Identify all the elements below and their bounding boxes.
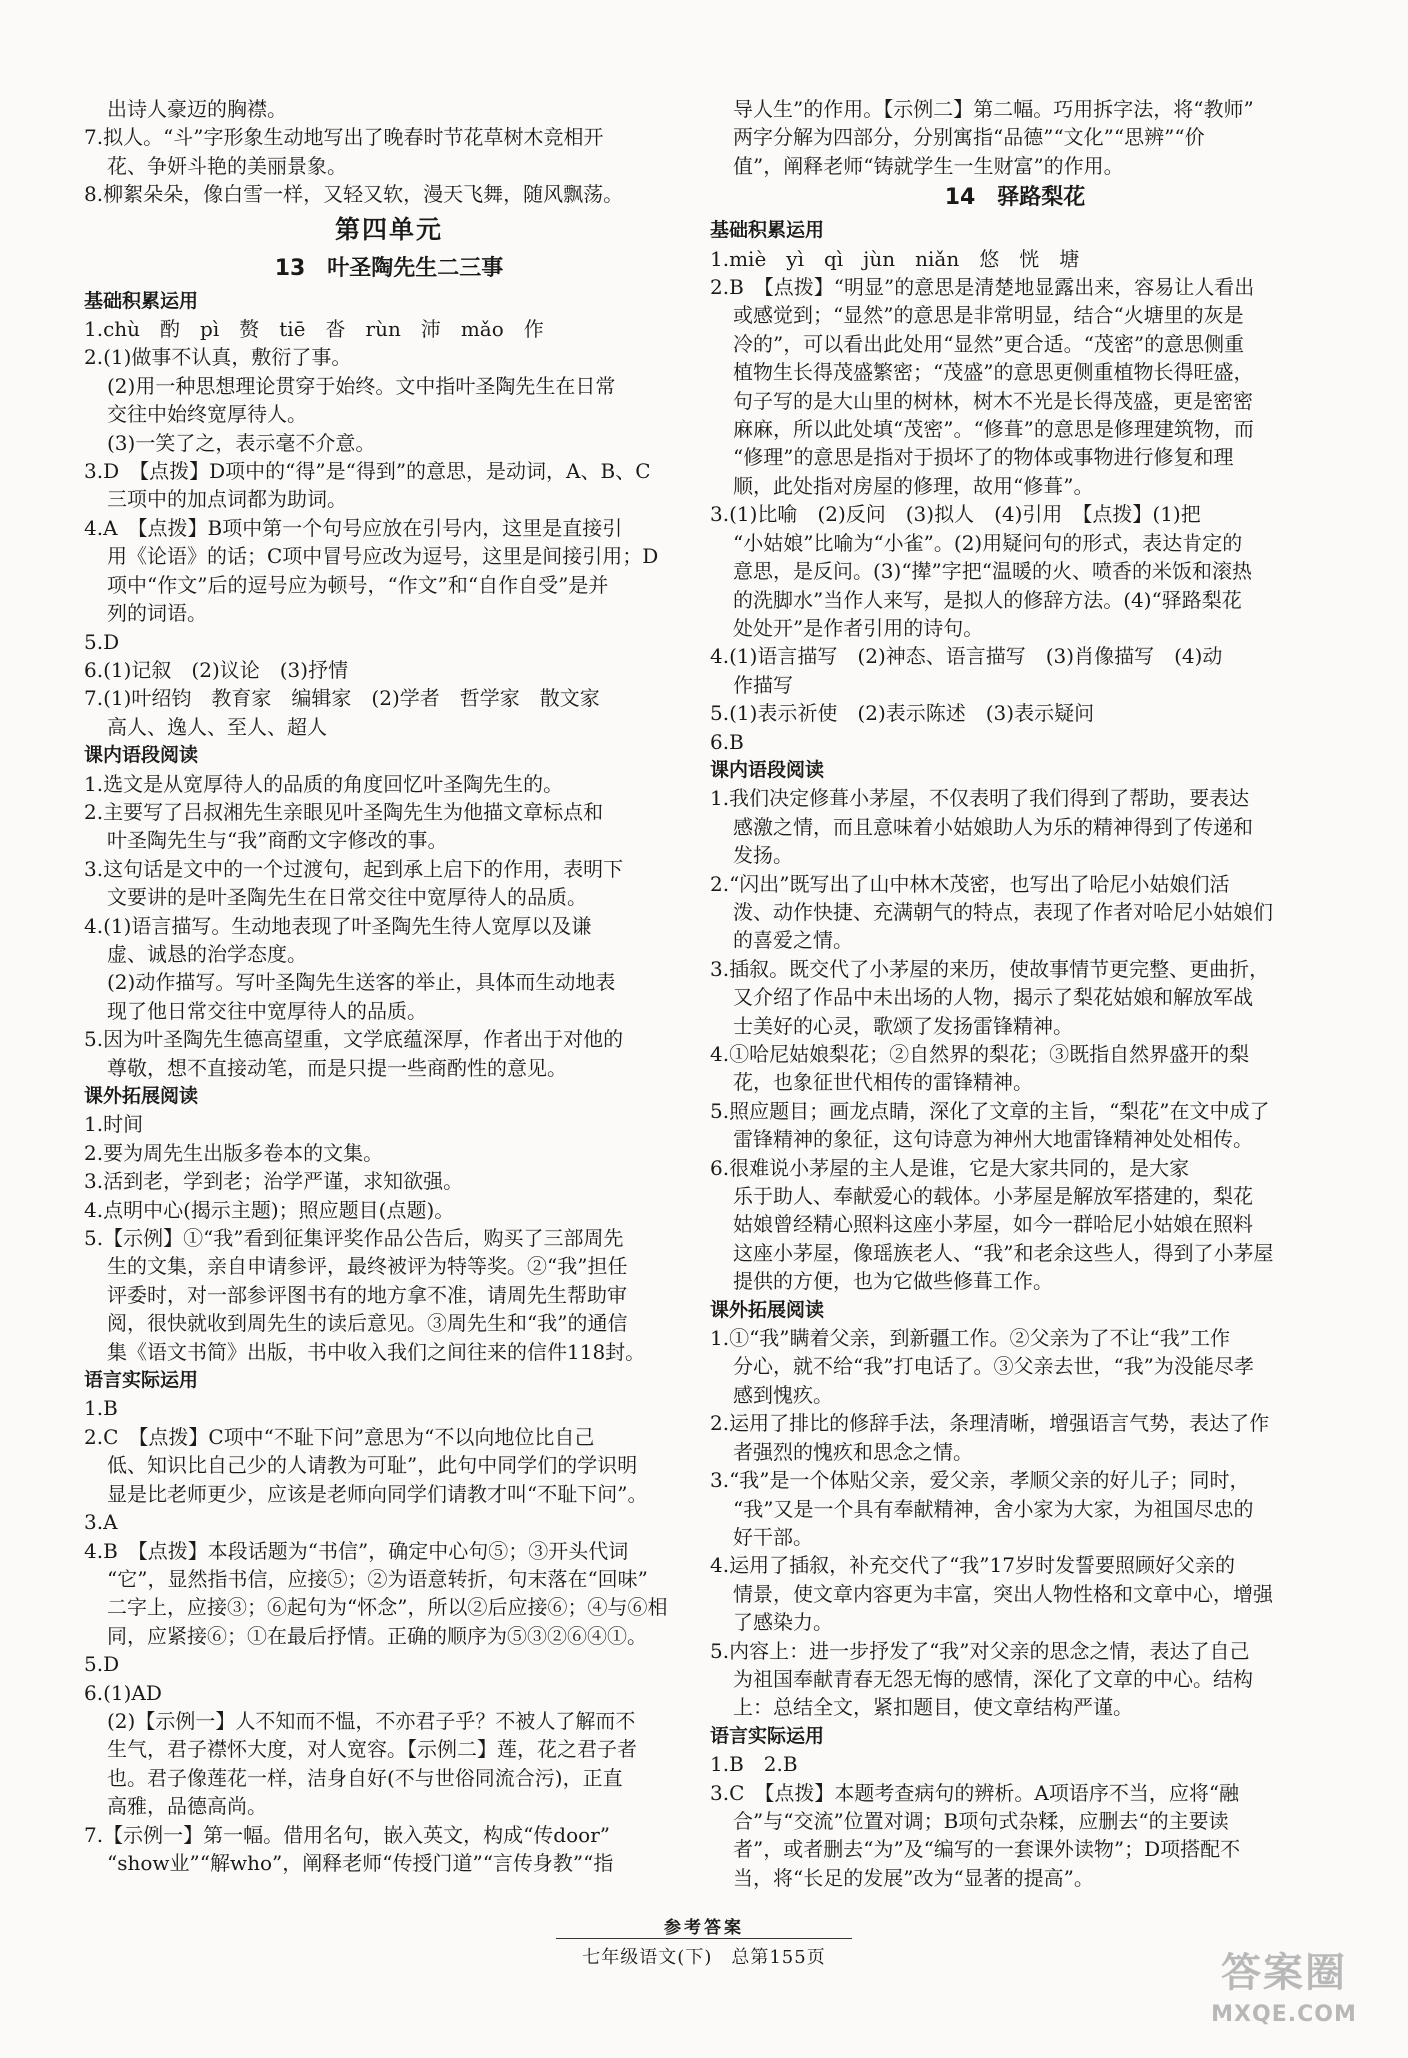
answer-line: 1.B	[84, 1396, 118, 1421]
answer-line: 出诗人豪迈的胸襟。	[107, 97, 287, 121]
answer-line: 3.插叙。既交代了小茅屋的来历，使故事情节更完整、更曲折，	[710, 956, 1270, 981]
answer-column-left	[84, 95, 694, 1877]
answer-line: 1.我们决定修葺小茅屋，不仅表明了我们得到了帮助，要表达	[710, 786, 1250, 811]
answer-line: 5.(1)表示祈使 (2)表示陈述 (3)表示疑问	[710, 701, 1095, 726]
answer-line: 7.拟人。“斗”字形象生动地写出了晚春时节花草树木竞相开	[84, 125, 604, 150]
answer-line: 植物生长得茂盛繁密；“茂盛”的意思更侧重植物长得旺盛，	[733, 360, 1254, 385]
section-heading: 语言实际运用	[710, 1724, 825, 1747]
answer-line: 同，应紧接⑥；①在最后抒情。正确的顺序为⑤③②⑥④①。	[107, 1623, 647, 1648]
answer-line: 3.(1)比喻 (2)反问 (3)拟人 (4)引用 【点拨】(1)把	[710, 502, 1201, 527]
answer-line: 4.点明中心(揭示主题)；照应题目(点题)。	[84, 1197, 455, 1222]
answer-line: 三项中的加点词都为助词。	[107, 487, 347, 512]
answer-line: 句子写的是大山里的树林，树木不光是长得茂盛，更是密密	[733, 388, 1253, 413]
answer-line: 1.选文是从宽厚待人的品质的角度回忆叶圣陶先生的。	[84, 771, 564, 796]
answer-line: (3)一笑了之，表示毫不介意。	[107, 430, 376, 455]
answer-line: 4.(1)语言描写。生动地表现了叶圣陶先生待人宽厚以及谦	[84, 913, 592, 938]
answer-line: 5.【示例】①“我”看到征集评奖作品公告后，购买了三部周先	[84, 1226, 624, 1251]
answer-line: 5.照应题目；画龙点睛，深化了文章的主旨，“梨花”在文中成了	[710, 1098, 1270, 1123]
answer-line: 生气，君子襟怀大度，对人宽容。【示例二】莲，花之君子者	[107, 1737, 637, 1762]
answer-line: “我”又是一个具有奉献精神，舍小家为大家，为祖国尽忠的	[733, 1496, 1254, 1521]
answer-line: 上：总结全文，紧扣题目，使文章结构严谨。	[733, 1695, 1133, 1720]
answer-line: 生的文集，亲自申请参评，最终被评为特等奖。②“我”担任	[107, 1254, 628, 1279]
answer-line: 为祖国奉献青春无怨无悔的感情，深化了文章的中心。结构	[733, 1666, 1253, 1691]
answer-line: 姑娘曾经精心照料这座小茅屋，如今一群哈尼小姑娘在照料	[733, 1212, 1253, 1237]
answer-line: 6.B	[710, 729, 744, 754]
answer-line: 6.(1)记叙 (2)议论 (3)抒情	[84, 657, 349, 682]
answer-line: 列的词语。	[107, 601, 207, 626]
answer-line: 麻麻，所以此处填“茂密”。“修葺”的意思是修理建筑物，而	[733, 417, 1254, 442]
watermark-url: MXQE.COM	[1211, 2002, 1357, 2027]
answer-line: 低、知识比自己少的人请教为可耻”，此句中同学们的学识明	[107, 1453, 638, 1478]
answer-line: 感激之情，而且意味着小姑娘助人为乐的精神得到了传递和	[733, 814, 1253, 839]
answer-line: 士美好的心灵，歌颂了发扬雷锋精神。	[733, 1013, 1073, 1038]
answer-line: 2.C 【点拨】C项中“不耻下问”意思为“不以向地位比自己	[84, 1424, 595, 1449]
answer-line: 5.D	[84, 1652, 120, 1677]
answer-line: 4.运用了插叙，补充交代了“我”17岁时发誓要照顾好父亲的	[710, 1553, 1235, 1578]
answer-line: 好干部。	[733, 1524, 813, 1549]
answer-line: 1.B 2.B	[710, 1752, 798, 1777]
answer-line: 现了他日常交往中宽厚待人的品质。	[107, 998, 427, 1023]
answer-line: 2.运用了排比的修辞手法，条理清晰，增强语言气势，表达了作	[710, 1411, 1270, 1436]
answer-line: 4.(1)语言描写 (2)神态、语言描写 (3)肖像描写 (4)动	[710, 644, 1223, 669]
answer-line: (2)【示例一】人不知而不愠，不亦君子乎？不被人了解而不	[107, 1708, 636, 1733]
answer-line: 5.D	[84, 629, 120, 654]
answer-line: 4.A 【点拨】B项中第一个句号应放在引号内，这里是直接引	[84, 515, 623, 540]
answer-line: 了感染力。	[733, 1610, 833, 1635]
section-heading: 课外拓展阅读	[710, 1298, 825, 1321]
answer-line: 又介绍了作品中未出场的人物，揭示了梨花姑娘和解放军战	[733, 985, 1253, 1010]
answer-line: 感到愧疚。	[733, 1382, 833, 1407]
answer-line: 2.要为周先生出版多卷本的文集。	[84, 1140, 384, 1165]
answer-line: 的喜爱之情。	[733, 928, 853, 953]
answer-line: 意思，是反问。(3)“撵”字把“温暖的火、喷香的米饭和滚热	[733, 559, 1253, 584]
answer-line: 情景，使文章内容更为丰富，突出人物性格和文章中心，增强	[733, 1581, 1273, 1606]
answer-line: 或感觉到；“显然”的意思是非常明显，结合“火塘里的灰是	[733, 303, 1244, 328]
answer-line: 高人、逸人、至人、超人	[107, 714, 327, 739]
answer-line: 合”与“交流”位置对调；B项句式杂糅，应删去“的主要读	[733, 1808, 1229, 1833]
answer-line: 乐于助人、奉献爱心的载体。小茅屋是解放军搭建的，梨花	[733, 1184, 1253, 1209]
answer-line: 3.C 【点拨】本题考查病句的辨析。A项语序不当，应将“融	[710, 1780, 1240, 1805]
answer-line: 2.主要写了吕叔湘先生亲眼见叶圣陶先生为他描文章标点和	[84, 799, 604, 824]
answer-line: “它”，显然指书信，应接⑤；②为语意转折，句末落在“回味”	[107, 1566, 648, 1591]
section-heading: 课内语段阅读	[710, 758, 825, 781]
section-heading: 课内语段阅读	[84, 744, 199, 767]
answer-line: 4.B 【点拨】本段话题为“书信”，确定中心句⑤；③开头代词	[84, 1538, 629, 1563]
answer-line: 两字分解为四部分，分别寓指“品德”“文化”“思辨”“价	[733, 125, 1205, 150]
answer-line: “show业”“解who”，阐释老师“传授门道”“言传身教”“指	[107, 1850, 614, 1875]
answer-line: 3.D 【点拨】D项中的“得”是“得到”的意思，是动词，A、B、C	[84, 459, 651, 484]
answer-line: 6.很难说小茅屋的主人是谁，它是大家共同的，是大家	[710, 1155, 1190, 1180]
answer-line: 二字上，应接③；⑥起句为“怀念”，所以②后应接⑥；④与⑥相	[107, 1595, 668, 1620]
answer-line: 8.柳絮朵朵，像白雪一样，又轻又软，漫天飞舞，随风飘荡。	[84, 182, 624, 207]
answer-line: 3.A	[84, 1510, 118, 1535]
answer-line: 泼、动作快捷、充满朝气的特点，表现了作者对哈尼小姑娘们	[733, 899, 1273, 924]
answer-line: 1.chù 酌 pì 赘 tiē 沓 rùn 沛 mǎo 作	[84, 317, 544, 342]
answer-line: (2)用一种思想理论贯穿于始终。文中指叶圣陶先生在日常	[107, 373, 616, 398]
answer-line: 2.(1)做事不认真，敷衍了事。	[84, 345, 352, 370]
answer-line: 显是比老师更少，应该是老师向同学们请教才叫“不耻下问”。	[107, 1481, 648, 1506]
answer-line: (2)动作描写。写叶圣陶先生送客的举止，具体而生动地表	[107, 970, 616, 995]
answer-line: 这座小茅屋，像瑶族老人、“我”和老余这些人，得到了小茅屋	[733, 1240, 1274, 1265]
answer-line: 阅，很快就收到周先生的读后意见。③周先生和“我”的通信	[107, 1311, 628, 1336]
answer-column-right	[710, 95, 1320, 1892]
answer-line: 交往中始终宽厚待人。	[107, 402, 307, 427]
answer-line: 分心，就不给“我”打电话了。③父亲去世，“我”为没能尽孝	[733, 1354, 1254, 1379]
section-heading: 基础积累运用	[84, 289, 199, 312]
answer-line: 用《论语》的话；C项中冒号应改为逗号，这里是间接引用；D	[107, 544, 659, 569]
answer-line: 作描写	[733, 672, 793, 697]
footer-brand: 参考答案	[664, 1918, 744, 1938]
answer-line: 集《语文书简》出版，书中收入我们之间往来的信件118封。	[107, 1339, 646, 1364]
footer-page-number: 七年级语文(下) 总第155页	[582, 1947, 826, 1968]
answer-line: “小姑娘”比喻为“小雀”。(2)用疑问句的形式，表达肯定的	[733, 530, 1243, 555]
answer-line: 高雅，品德高尚。	[107, 1794, 267, 1819]
answer-line: 者强烈的愧疚和思念之情。	[733, 1439, 973, 1464]
answer-line: 2.“闪出”既写出了山中林木茂密，也写出了哈尼小姑娘们活	[710, 871, 1230, 896]
answer-line: 花，也象征世代相传的雷锋精神。	[733, 1070, 1033, 1095]
answer-line: 值”，阐释老师“铸就学生一生财富”的作用。	[733, 153, 1124, 178]
answer-line: 3.这句话是文中的一个过渡句，起到承上启下的作用，表明下	[84, 856, 624, 881]
answer-line: 处处开”是作者引用的诗句。	[733, 615, 984, 640]
answer-line: 花、争妍斗艳的美丽景象。	[107, 153, 347, 178]
answer-line: 冷的”，可以看出此处用“显然”更合适。“茂密”的意思侧重	[733, 331, 1245, 356]
answer-line: 1.miè yì qì jùn niǎn 悠 恍 塘	[710, 246, 1080, 271]
section-heading: 基础积累运用	[710, 219, 825, 242]
lesson-title: 14 驿路梨花	[944, 185, 1086, 211]
watermark-title: 答案圈	[1221, 1950, 1347, 1996]
answer-line: 当，将“长足的发展”改为“显著的提高”。	[733, 1865, 1094, 1890]
answer-line: 6.(1)AD	[84, 1680, 162, 1705]
answer-line: 文要讲的是叶圣陶先生在日常交往中宽厚待人的品质。	[107, 885, 587, 910]
answer-line: 的洗脚水”当作人来写，是拟人的修辞方法。(4)“驿路梨花	[733, 587, 1242, 612]
answer-line: 3.“我”是一个体贴父亲，爱父亲，孝顺父亲的好儿子；同时，	[710, 1468, 1250, 1493]
answer-line: 雷锋精神的象征，这句诗意为神州大地雷锋精神处处相传。	[733, 1127, 1253, 1152]
unit-title: 第四单元	[334, 214, 443, 244]
answer-line: 顺，此处指对房屋的修理，故用“修葺”。	[733, 473, 1094, 498]
answer-line: 2.B 【点拨】“明显”的意思是清楚地显露出来，容易让人看出	[710, 275, 1255, 300]
lesson-title: 13 叶圣陶先生二三事	[274, 255, 504, 281]
answer-line: 也。君子像莲花一样，洁身自好(不与世俗同流合污)，正直	[107, 1765, 623, 1790]
answer-line: 项中“作文”后的逗号应为顿号，“作文”和“自作自受”是并	[107, 572, 609, 597]
answer-line: 7.(1)叶绍钧 教育家 编辑家 (2)学者 哲学家 散文家	[84, 686, 600, 711]
answer-line: 5.内容上：进一步抒发了“我”对父亲的思念之情，表达了自己	[710, 1638, 1250, 1663]
answer-line: “修理”的意思是指对于损坏了的物体或事物进行修复和理	[733, 445, 1234, 470]
answer-line: 4.①哈尼姑娘梨花；②自然界的梨花；③既指自然界盛开的梨	[710, 1042, 1250, 1066]
answer-line: 者”，或者删去“为”及“编写的一套课外读物”；D项搭配不	[733, 1837, 1241, 1862]
footer-divider	[556, 1938, 852, 1939]
watermark-logo	[1194, 1944, 1374, 2040]
section-heading: 课外拓展阅读	[84, 1085, 199, 1107]
answer-line: 3.活到老，学到老；治学严谨，求知欲强。	[84, 1169, 464, 1194]
answer-line: 7.【示例一】第一幅。借用名句，嵌入英文，构成“传door”	[84, 1822, 610, 1847]
answer-line: 尊敬，想不直接动笔，而是只提一些商酌性的意见。	[107, 1055, 567, 1080]
answer-line: 5.因为叶圣陶先生德高望重，文学底蕴深厚，作者出于对他的	[84, 1027, 624, 1052]
answer-line: 虚、诚恳的治学态度。	[107, 941, 307, 966]
section-heading: 语言实际运用	[84, 1369, 199, 1392]
answer-line: 评委时，对一部参评图书有的地方拿不准，请周先生帮助审	[107, 1282, 627, 1307]
answer-line: 1.①“我”瞒着父亲，到新疆工作。②父亲为了不让“我”工作	[710, 1326, 1230, 1351]
answer-line: 1.时间	[84, 1112, 144, 1137]
answer-line: 导人生”的作用。【示例二】第二幅。巧用拆字法，将“教师”	[733, 97, 1254, 121]
answer-line: 提供的方便，也为它做些修葺工作。	[733, 1269, 1053, 1294]
answer-line: 叶圣陶先生与“我”商酌文字修改的事。	[107, 828, 448, 853]
answer-line: 发扬。	[733, 843, 793, 868]
